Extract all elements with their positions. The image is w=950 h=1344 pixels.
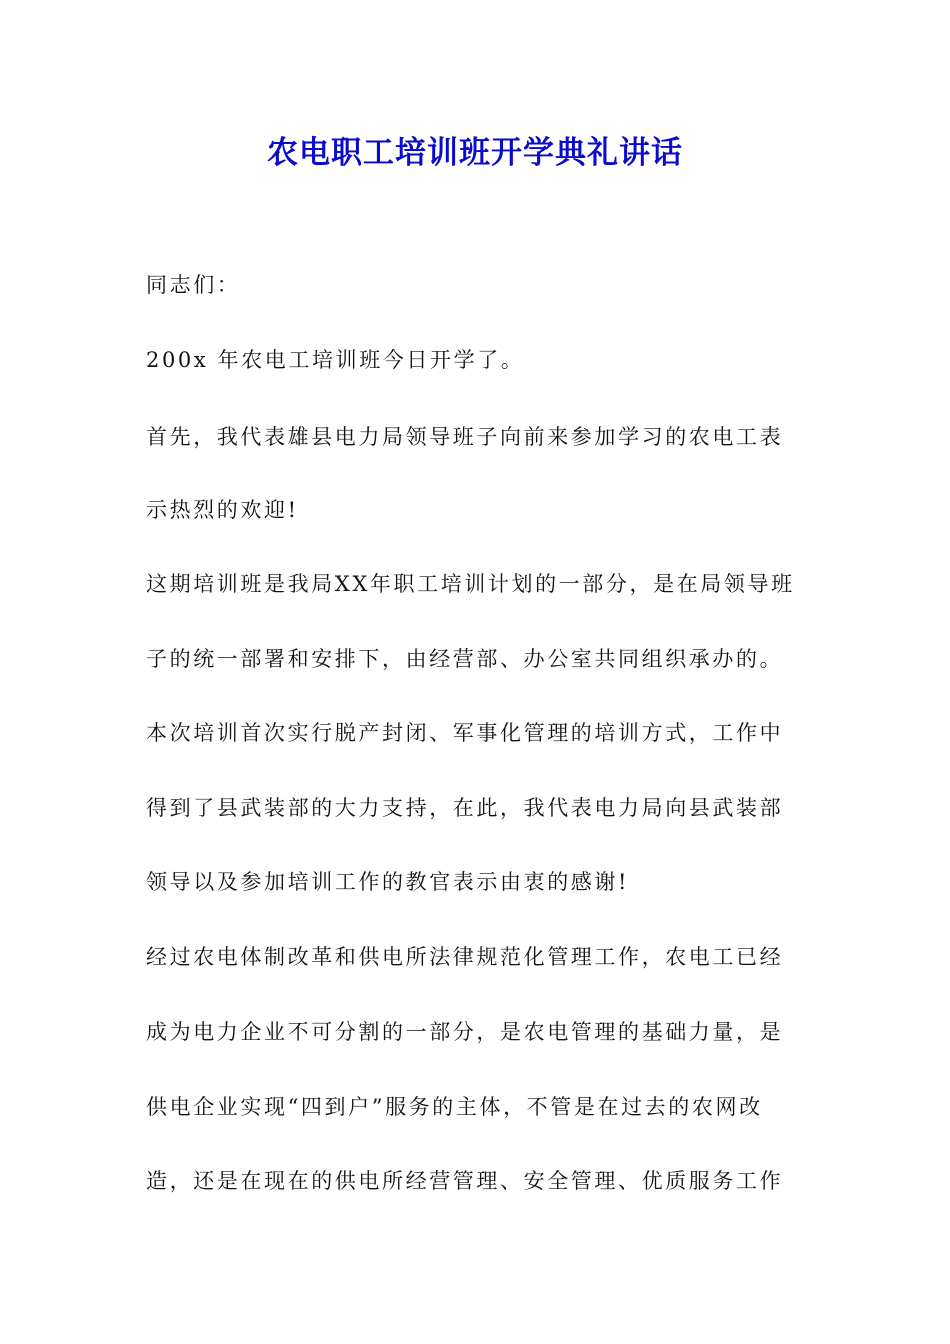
- paragraph-line: 经过农电体制改革和供电所法律规范化管理工作，农电工已经: [146, 945, 784, 969]
- paragraph-line: 成为电力企业不可分割的一部分，是农电管理的基础力量，是: [146, 1020, 784, 1044]
- paragraph-line: 首先，我代表雄县电力局领导班子向前来参加学习的农电工表: [146, 425, 784, 449]
- paragraph-line: 领导以及参加培训工作的教官表示由衷的感谢!: [146, 870, 630, 894]
- paragraph-line: 子的统一部署和安排下，由经营部、办公室共同组织承办的。: [146, 647, 784, 671]
- paragraph-line: 这期培训班是我局XX年职工培训计划的一部分，是在局领导班: [146, 572, 795, 596]
- paragraph-line: 200x 年农电工培训班今日开学了。: [146, 348, 525, 372]
- document-title: 农电职工培训班开学典礼讲话: [267, 135, 683, 171]
- paragraph-line: 造，还是在现在的供电所经营管理、安全管理、优质服务工作: [146, 1169, 784, 1193]
- paragraph-line: 本次培训首次实行脱产封闭、军事化管理的培训方式，工作中: [146, 721, 784, 745]
- paragraph-line: 得到了县武装部的大力支持，在此，我代表电力局向县武装部: [146, 796, 784, 820]
- paragraph-line: 供电企业实现“四到户”服务的主体，不管是在过去的农网改: [146, 1095, 763, 1119]
- paragraph-line: 示热烈的欢迎!: [146, 498, 299, 522]
- salutation-line: 同志们：: [146, 273, 241, 297]
